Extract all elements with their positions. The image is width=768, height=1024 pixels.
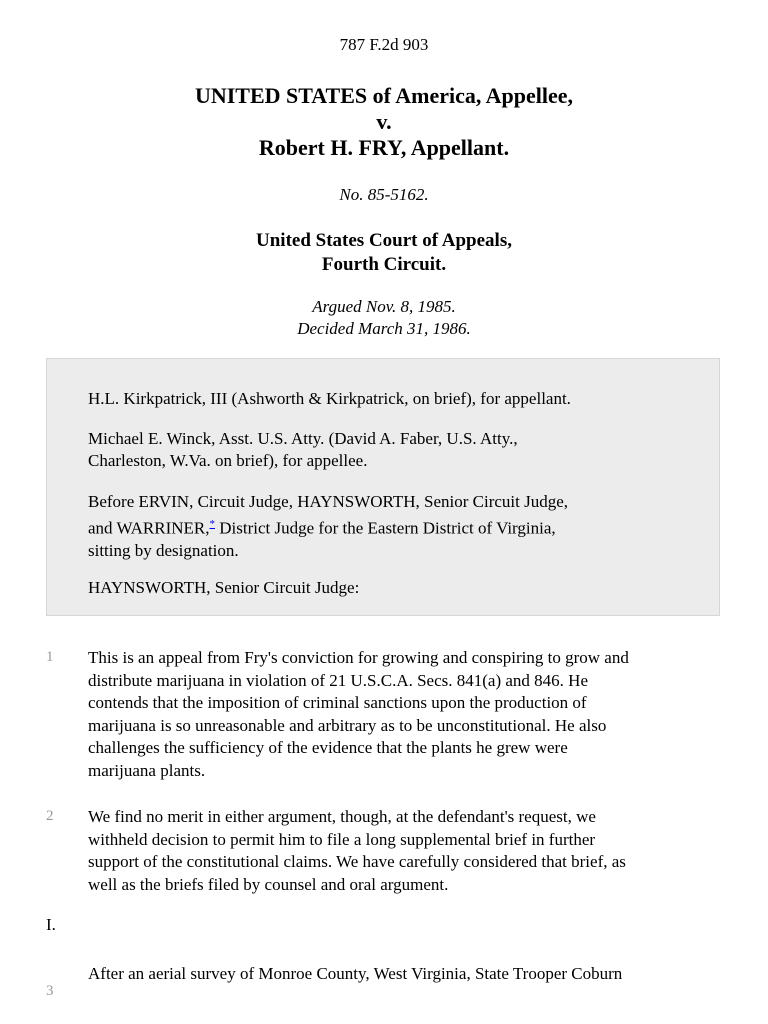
before-line-2a: and WARRINER, [88, 518, 210, 538]
paragraph-line: We find no merit in either argument, though, at the defendant's request, we [88, 807, 596, 826]
before-line-2b: District Judge for the Eastern District of Virginia, [215, 518, 556, 538]
counsel-box [46, 358, 720, 616]
appellee-line-1: Michael E. Winck, Asst. U.S. Atty. (David A. Faber, U.S. Atty., [88, 429, 518, 448]
paragraph-line: challenges the sufficiency of the evidence that the plants he grew were [88, 738, 568, 757]
paragraph-1 [88, 647, 728, 782]
title-line-1: UNITED STATES of America, Appellee, [194, 83, 574, 108]
decided-date: Decided March 31, 1986. [297, 319, 471, 338]
section-heading: I. [46, 915, 56, 934]
court-line-2: Fourth Circuit. [321, 254, 447, 275]
paragraph-3 [88, 963, 728, 986]
paragraph-line: This is an appeal from Fry's conviction for growing and conspiring to grow and [88, 648, 629, 667]
panel-judges [88, 491, 678, 562]
paragraph-number: 1 [46, 649, 54, 665]
paragraph-line: contends that the imposition of criminal sanctions upon the production of [88, 693, 587, 712]
footnote-link[interactable]: * [209, 518, 216, 530]
appellee-counsel [88, 428, 678, 472]
paragraph-2 [88, 806, 728, 896]
paragraph-line: marijuana plants. [88, 760, 206, 780]
court-name [0, 229, 768, 277]
paragraph-line: support of the constitutional claims. We have carefully considered that brief, as [88, 852, 626, 871]
title-line-3: Robert H. FRY, Appellant. [258, 135, 510, 160]
argued-date: Argued Nov. 8, 1985. [312, 297, 456, 316]
case-title [0, 83, 768, 161]
before-line-3: sitting by designation. [88, 540, 239, 560]
title-line-2: v. [376, 109, 392, 134]
docket-number: No. 85-5162. [339, 185, 429, 204]
paragraph-line: marijuana is so unreasonable and arbitrary as to be unconstitutional. He also [88, 715, 607, 735]
appellant-counsel: H.L. Kirkpatrick, III (Ashworth & Kirkpatrick, on brief), for appellant. [88, 389, 571, 408]
paragraph-line: After an aerial survey of Monroe County, West Virginia, State Trooper Coburn [88, 964, 623, 983]
court-line-1: United States Court of Appeals, [256, 230, 512, 251]
paragraph-number: 2 [46, 808, 54, 824]
opinion-author: HAYNSWORTH, Senior Circuit Judge: [88, 578, 360, 597]
paragraph-line: well as the briefs filed by counsel and oral argument. [88, 874, 449, 894]
case-dates [0, 296, 768, 340]
paragraph-line: distribute marijuana in violation of 21 U.S.C.A. Secs. 841(a) and 846. He [88, 670, 588, 690]
paragraph-line: withheld decision to permit him to file a long supplemental brief in further [88, 829, 596, 849]
paragraph-number: 3 [46, 983, 54, 999]
citation: 787 F.2d 903 [339, 35, 429, 54]
appellee-line-2: Charleston, W.Va. on brief), for appellee. [88, 451, 368, 470]
before-line-1: Before ERVIN, Circuit Judge, HAYNSWORTH, Senior Circuit Judge, [88, 492, 569, 511]
